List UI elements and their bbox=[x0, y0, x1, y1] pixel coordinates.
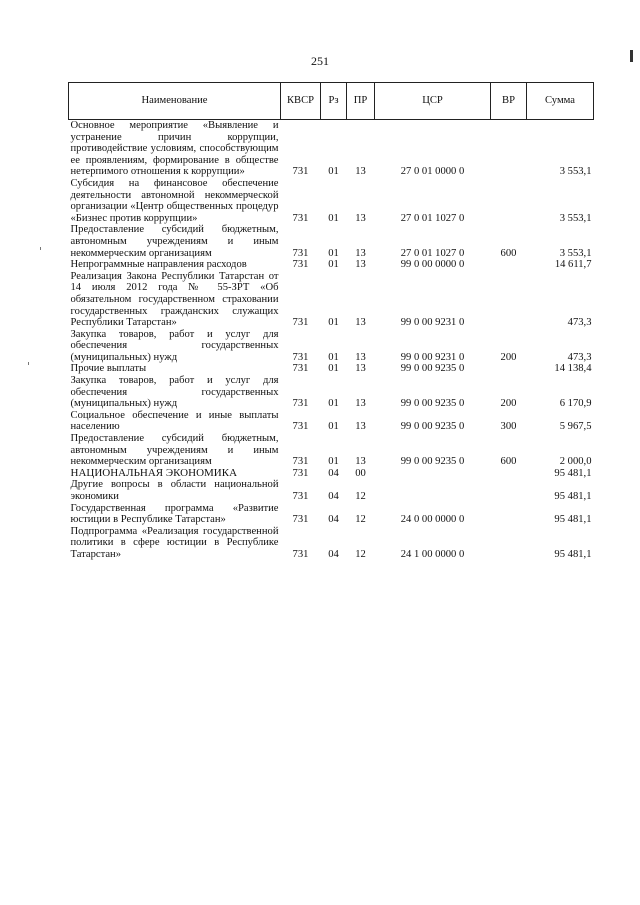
table-row bbox=[69, 410, 594, 433]
header-vr: ВР bbox=[491, 83, 527, 120]
header-sum: Сумма bbox=[527, 83, 594, 120]
cell-vr: 600 bbox=[500, 456, 517, 468]
cell-rz: 01 bbox=[328, 317, 339, 329]
cell-sum: 95 481,1 bbox=[554, 514, 592, 526]
cell-kvsr: 731 bbox=[292, 467, 309, 479]
cell-csr: 24 0 00 0000 0 bbox=[400, 514, 465, 526]
cell-csr: 99 0 00 9235 0 bbox=[400, 363, 465, 375]
cell-pr: 13 bbox=[355, 317, 366, 329]
table-row bbox=[69, 375, 594, 410]
cell-vr: 600 bbox=[500, 247, 517, 259]
cell-vr: 200 bbox=[500, 351, 517, 363]
cell-name: Предоставление субсидий бюджетным, автономным учреждениям и иным некоммерческим организациям bbox=[70, 224, 279, 259]
header-csr: ЦСР bbox=[375, 83, 491, 120]
cell-vr bbox=[491, 178, 527, 224]
cell-rz: 01 bbox=[328, 456, 339, 468]
cell-pr: 12 bbox=[355, 491, 366, 502]
cell-rz: 04 bbox=[328, 548, 339, 560]
cell-sum: 3 553,1 bbox=[559, 247, 592, 259]
cell-rz: 01 bbox=[328, 212, 339, 224]
cell-sum: 3 553,1 bbox=[559, 212, 592, 224]
cell-pr: 13 bbox=[355, 421, 366, 433]
cell-kvsr: 731 bbox=[292, 548, 309, 560]
cell-vr bbox=[491, 259, 527, 271]
cell-pr: 13 bbox=[355, 456, 366, 468]
table-row bbox=[69, 526, 594, 561]
cell-kvsr: 731 bbox=[292, 259, 309, 271]
cell-pr: 13 bbox=[355, 351, 366, 363]
cell-vr bbox=[491, 271, 527, 329]
table-row bbox=[69, 479, 594, 502]
cell-rz: 01 bbox=[328, 166, 339, 178]
cell-kvsr: 731 bbox=[292, 317, 309, 329]
cell-csr bbox=[375, 479, 491, 502]
cell-pr: 13 bbox=[355, 363, 366, 375]
header-rz: Рз bbox=[321, 83, 347, 120]
cell-rz: 01 bbox=[328, 259, 339, 271]
cell-name: Субсидия на финансовое обеспечение деятельности автономной некоммерческой организации «Центр общественных процедур «Бизнес против коррупции» bbox=[70, 177, 279, 224]
cell-rz: 01 bbox=[328, 351, 339, 363]
cell-sum: 95 481,1 bbox=[554, 467, 592, 479]
cell-kvsr: 731 bbox=[292, 363, 309, 375]
cell-sum: 473,3 bbox=[567, 317, 592, 329]
cell-rz: 04 bbox=[328, 467, 339, 479]
cell-csr: 99 0 00 9235 0 bbox=[400, 421, 465, 433]
cell-name: Государственная программа «Развитие юстиции в Республике Татарстан» bbox=[70, 502, 279, 526]
cell-kvsr: 731 bbox=[292, 166, 309, 178]
cell-rz: 04 bbox=[328, 491, 339, 502]
table-row bbox=[69, 363, 594, 375]
header-name: Наименование bbox=[69, 83, 281, 120]
cell-pr: 13 bbox=[355, 398, 366, 410]
cell-vr: 200 bbox=[500, 398, 517, 410]
cell-kvsr: 731 bbox=[292, 456, 309, 468]
cell-sum: 473,3 bbox=[567, 351, 592, 363]
cell-name: Закупка товаров, работ и услуг для обеспечения государственных (муниципальных) нужд bbox=[70, 375, 279, 410]
cell-vr bbox=[491, 120, 527, 178]
cell-sum: 95 481,1 bbox=[554, 548, 592, 560]
cell-csr: 27 0 01 0000 0 bbox=[400, 166, 465, 178]
table-row bbox=[69, 259, 594, 271]
cell-name: Основное мероприятие «Выявление и устранение причин коррупции, противодействие условиям, способствующим ее проявлениям, формирование в обществе нетерпимого отношения к коррупции» bbox=[70, 120, 279, 178]
cell-sum: 14 138,4 bbox=[554, 363, 592, 375]
cell-name: Другие вопросы в области национальной экономики bbox=[70, 479, 279, 502]
cell-sum: 95 481,1 bbox=[554, 491, 592, 502]
cell-csr: 99 0 00 9235 0 bbox=[400, 456, 465, 468]
cell-csr: 24 1 00 0000 0 bbox=[400, 548, 465, 560]
cell-kvsr: 731 bbox=[292, 398, 309, 410]
cell-kvsr: 731 bbox=[292, 351, 309, 363]
table-row bbox=[69, 503, 594, 526]
cell-kvsr: 731 bbox=[292, 514, 309, 526]
cell-pr: 13 bbox=[355, 247, 366, 259]
cell-sum: 5 967,5 bbox=[559, 421, 592, 433]
cell-sum: 6 170,9 bbox=[559, 398, 592, 410]
cell-rz: 04 bbox=[328, 514, 339, 526]
cell-name: Подпрограмма «Реализация государственной политики в сфере юстиции в Республике Татарстан» bbox=[70, 525, 279, 560]
scan-speck bbox=[40, 247, 41, 250]
table-row bbox=[69, 468, 594, 480]
cell-pr: 12 bbox=[355, 514, 366, 526]
cell-vr bbox=[491, 468, 527, 480]
cell-vr bbox=[491, 503, 527, 526]
table-header-row bbox=[69, 83, 594, 120]
cell-kvsr: 731 bbox=[292, 212, 309, 224]
cell-name: Прочие выплаты bbox=[70, 363, 147, 375]
cell-csr: 27 0 01 1027 0 bbox=[400, 247, 465, 259]
cell-vr bbox=[491, 363, 527, 375]
cell-vr bbox=[491, 479, 527, 502]
cell-csr: 99 0 00 9231 0 bbox=[400, 351, 465, 363]
cell-pr: 13 bbox=[355, 212, 366, 224]
cell-csr: 99 0 00 9235 0 bbox=[400, 398, 465, 410]
cell-sum: 3 553,1 bbox=[559, 166, 592, 178]
cell-name: Предоставление субсидий бюджетным, автономным учреждениям и иным некоммерческим организациям bbox=[70, 433, 279, 468]
cell-pr: 13 bbox=[355, 166, 366, 178]
cell-pr: 13 bbox=[355, 259, 366, 271]
cell-rz: 01 bbox=[328, 421, 339, 433]
cell-sum: 14 611,7 bbox=[554, 259, 592, 271]
cell-pr: 00 bbox=[355, 467, 366, 479]
scan-speck bbox=[28, 362, 29, 365]
cell-rz: 01 bbox=[328, 363, 339, 375]
table-row bbox=[69, 329, 594, 364]
page-number: 251 bbox=[311, 54, 329, 68]
cell-vr bbox=[491, 526, 527, 561]
cell-kvsr: 731 bbox=[292, 421, 309, 433]
table-row bbox=[69, 271, 594, 329]
table-row bbox=[69, 120, 594, 178]
budget-table bbox=[68, 82, 594, 561]
cell-kvsr: 731 bbox=[292, 247, 309, 259]
cell-csr bbox=[375, 468, 491, 480]
cell-kvsr: 731 bbox=[292, 491, 309, 502]
cell-vr: 300 bbox=[500, 421, 517, 433]
table-row bbox=[69, 433, 594, 468]
cell-pr: 12 bbox=[355, 548, 366, 560]
table-row bbox=[69, 224, 594, 259]
cell-name: Социальное обеспечение и иные выплаты населению bbox=[70, 409, 279, 433]
cell-rz: 01 bbox=[328, 247, 339, 259]
cell-name: Закупка товаров, работ и услуг для обеспечения государственных (муниципальных) нужд bbox=[70, 328, 279, 363]
table-row bbox=[69, 178, 594, 224]
cell-csr: 99 0 00 0000 0 bbox=[400, 259, 465, 271]
cell-name: Реализация Закона Республики Татарстан от 14 июля 2012 года № 55-ЗРТ «Об обязательном государственном страховании государственных гражданских служащих Республики Татарстан» bbox=[70, 270, 279, 329]
header-pr: ПР bbox=[347, 83, 375, 120]
cell-name: НАЦИОНАЛЬНАЯ ЭКОНОМИКА bbox=[70, 466, 238, 479]
cell-sum: 2 000,0 bbox=[559, 456, 592, 468]
cell-csr: 27 0 01 1027 0 bbox=[400, 212, 465, 224]
cell-rz: 01 bbox=[328, 398, 339, 410]
header-kvsr: КВСР bbox=[281, 83, 321, 120]
cell-name: Непрограммные направления расходов bbox=[70, 259, 247, 271]
cell-csr: 99 0 00 9231 0 bbox=[400, 317, 465, 329]
